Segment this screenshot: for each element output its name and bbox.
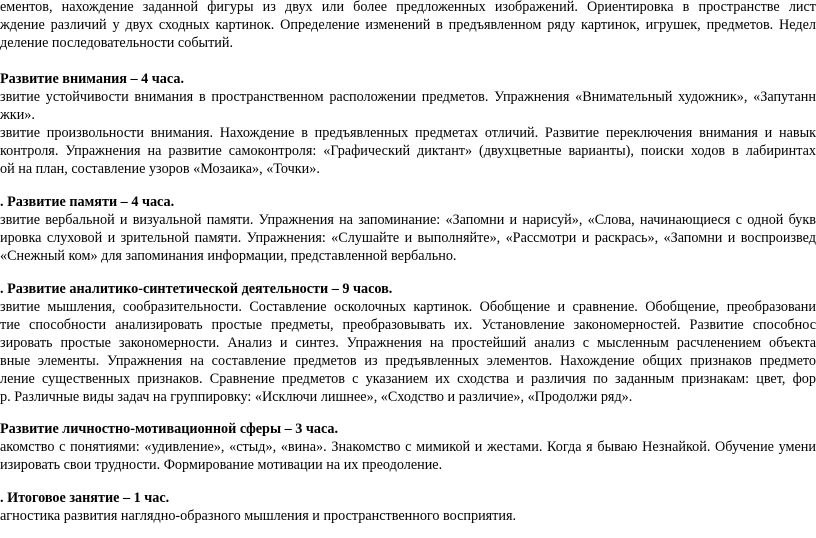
analytic-line-3: зировать простые закономерности. Анализ и синтез. Упражнения на простейший анализ с мысленным расчленением объекта — [0, 335, 816, 351]
section-final-heading: . Итоговое занятие – 1 час. — [0, 490, 170, 506]
attention-line-4: контроля. Упражнения на развитие самоконтроля: «Графический диктант» (двухцветные варианты), поиски ходов в лабиринтах — [0, 143, 816, 159]
analytic-line-2: тие способности анализировать простые предметы, преобразовывать их. Установление закономерностей. Развитие способнос — [0, 317, 816, 333]
memory-line-2: ировка слуховой и зрительной памяти. Упражнения: «Слушайте и выполняйте», «Рассмотри и раскрась», «Запомни и воспроизвед — [0, 230, 816, 246]
section-personal-heading: Развитие личностно-мотивационной сферы – 3 часа. — [0, 421, 339, 437]
analytic-line-5: ление существенных признаков. Сравнение предметов с указанием их сходства и различия по заданным признакам: цвет, фор — [0, 371, 816, 387]
intro-line-3: деление последовательности событий. — [0, 35, 233, 51]
personal-line-1: акомство с понятиями: «удивление», «стыд», «вина». Знакомство с мимикой и жестами. Когда я бываю Незнайкой. Обучение умени — [0, 439, 816, 455]
final-line-1: агностика развития наглядно-образного мышления и пространственного восприятия. — [0, 508, 517, 524]
personal-line-2: изировать свои трудности. Формирование мотивации на их преодоление. — [0, 457, 443, 473]
memory-line-3: «Снежный ком» для запоминания информации, представленной вербально. — [0, 248, 457, 264]
section-memory-heading: . Развитие памяти – 4 часа. — [0, 194, 175, 210]
intro-line-2: ждение различий у двух сходных картинок. Определение изменений в предъявленном ряду картинок, игрушек, предметов. Недел — [0, 17, 816, 33]
attention-line-5: ой на план, составление узоров «Мозаика», «Точки». — [0, 161, 320, 177]
memory-line-1: звитие вербальной и визуальной памяти. Упражнения на запоминание: «Запомни и нарисуй», «Слова, начинающиеся с одной букв — [0, 212, 816, 228]
section-attention-heading: Развитие внимания – 4 часа. — [0, 71, 185, 87]
analytic-line-6: р. Различные виды задач на группировку: «Исключи лишнее», «Сходство и различие», «Продолжи ряд». — [0, 389, 633, 405]
analytic-line-1: звитие мышления, сообразительности. Составление осколочных картинок. Обобщение и сравнение. Обобщение, преобразовани — [0, 299, 816, 315]
attention-line-3: звитие произвольности внимания. Нахождение в предъявленных предметах отличий. Развитие переключения внимания и навык — [0, 125, 816, 141]
attention-line-1: звитие устойчивости внимания в пространственном расположении предметов. Упражнения «Внимательный художник», «Запутанн — [0, 89, 816, 105]
attention-line-2: жки». — [0, 107, 35, 123]
intro-line-1: ементов, нахождение заданной фигуры из двух или более предложенных изображений. Ориентировка в пространстве лист — [0, 0, 816, 15]
section-analytic-heading: . Развитие аналитико-синтетической деятельности – 9 часов. — [0, 281, 393, 297]
analytic-line-4: вные элементы. Упражнения на составление предметов из предъявленных элементов. Нахождение общих признаков предмето — [0, 353, 816, 369]
